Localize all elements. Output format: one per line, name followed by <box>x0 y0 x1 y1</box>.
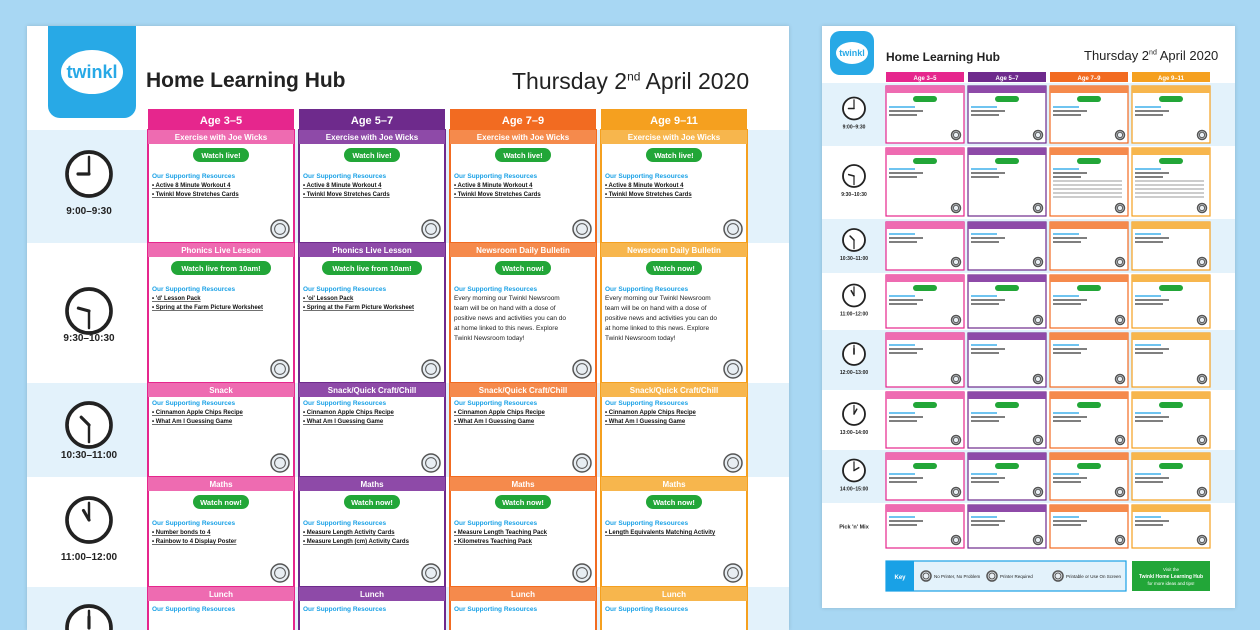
small-cell-header-bar <box>886 333 964 340</box>
small-cell-header-bar <box>1132 333 1210 340</box>
cell-header-label: Exercise with Joe Wicks <box>476 133 570 142</box>
small-cell-header-bar <box>1050 333 1128 340</box>
small-age-header-label: Age 3–5 <box>913 76 937 82</box>
resource-link[interactable]: • Active 8 Minute Workout 4 <box>152 183 231 189</box>
small-age-header-label: Age 7–9 <box>1077 76 1101 82</box>
resource-link[interactable]: • What Am I Guessing Game <box>152 419 233 425</box>
key-item-label: Printer Required <box>1000 574 1033 579</box>
cell-header-label: Lunch <box>360 590 384 599</box>
resource-link[interactable]: • Measure Length Activity Cards <box>303 530 395 536</box>
cell-header-label: Maths <box>511 480 535 489</box>
cell-header-label: Newsroom Daily Bulletin <box>627 246 721 255</box>
cell-header-label: Maths <box>662 480 686 489</box>
resources-heading: Our Supporting Resources <box>605 286 689 293</box>
resource-link[interactable]: • Cinnamon Apple Chips Recipe <box>605 410 696 416</box>
cell-header-label: Snack/Quick Craft/Chill <box>629 386 719 395</box>
cell-header-label: Phonics Live Lesson <box>181 246 261 255</box>
small-cell-header-bar <box>886 148 964 155</box>
logo-text: twinkl <box>61 50 123 94</box>
cell-header-label: Maths <box>360 480 384 489</box>
resource-link[interactable]: • What Am I Guessing Game <box>605 419 686 425</box>
printer-key-icon <box>422 564 440 582</box>
resource-link[interactable]: • Active 8 Minute Workout 4 <box>454 183 533 189</box>
small-cell-header-bar <box>886 222 964 229</box>
cell-header-label: Snack <box>209 386 233 395</box>
small-watch-button[interactable] <box>995 402 1019 408</box>
twinkl-logo-small <box>830 31 874 75</box>
resource-link[interactable]: • Active 8 Minute Workout 4 <box>303 183 382 189</box>
resources-heading: Our Supporting Resources <box>454 520 538 527</box>
watch-button-label[interactable]: Watch now! <box>653 498 695 507</box>
small-cell-header-bar <box>1132 453 1210 460</box>
printer-key-icon <box>573 564 591 582</box>
small-cell-header-bar <box>1132 148 1210 155</box>
resource-link[interactable]: • Spring at the Farm Picture Worksheet <box>303 305 415 311</box>
small-page-title: Home Learning Hub <box>886 50 1001 64</box>
small-cell-header-bar <box>968 453 1046 460</box>
resources-heading: Our Supporting Resources <box>454 400 538 407</box>
resources-heading: Our Supporting Resources <box>605 173 689 180</box>
small-cell-header-bar <box>968 333 1046 340</box>
resource-link[interactable]: • What Am I Guessing Game <box>303 419 384 425</box>
cell-header-label: Snack/Quick Craft/Chill <box>327 386 417 395</box>
small-cell-header-bar <box>1132 222 1210 229</box>
printer-key-icon <box>573 454 591 472</box>
small-cell-header-bar <box>1132 392 1210 399</box>
small-watch-button[interactable] <box>1077 158 1101 164</box>
printer-key-icon <box>271 454 289 472</box>
age-header-label: Age 7–9 <box>501 115 545 127</box>
small-time-label: Pick 'n' Mix <box>839 524 869 531</box>
age-header-label: Age 3–5 <box>199 115 243 127</box>
small-watch-button[interactable] <box>995 285 1019 291</box>
resources-heading: Our Supporting Resources <box>303 400 387 407</box>
cell-header-label: Newsroom Daily Bulletin <box>476 246 570 255</box>
resource-link[interactable]: • Measure Length Teaching Pack <box>454 530 548 536</box>
resources-heading: Our Supporting Resources <box>605 520 689 527</box>
printer-key-icon <box>422 220 440 238</box>
resources-heading: Our Supporting Resources <box>605 400 689 407</box>
watch-button-label[interactable]: Watch now! <box>653 264 695 273</box>
resources-heading: Our Supporting Resources <box>454 173 538 180</box>
small-time-label: 11:00–12:00 <box>839 311 869 318</box>
small-page-date: Thursday 2nd April 2020 <box>1084 48 1219 63</box>
resources-heading: Our Supporting Resources <box>303 606 387 613</box>
small-cell-header-bar <box>968 86 1046 93</box>
small-schedule-sheet <box>822 26 1235 608</box>
age-header-label: Age 9–11 <box>650 115 698 127</box>
resource-link[interactable]: • What Am I Guessing Game <box>454 419 535 425</box>
small-cell-header-bar <box>886 275 964 282</box>
resource-link[interactable]: • Length Equivalents Matching Activity <box>605 530 716 536</box>
small-age-header-label: Age 9–11 <box>1157 76 1185 82</box>
resources-heading: Our Supporting Resources <box>152 173 236 180</box>
resources-heading: Our Supporting Resources <box>152 286 236 293</box>
small-watch-button[interactable] <box>913 402 937 408</box>
resources-heading: Our Supporting Resources <box>303 286 387 293</box>
newsroom-text: Twinkl Newsroom today! <box>454 335 525 342</box>
resource-link[interactable]: • Cinnamon Apple Chips Recipe <box>152 410 243 416</box>
small-cell-header-bar <box>968 275 1046 282</box>
watch-button-label[interactable]: Watch now! <box>502 498 544 507</box>
watch-button-label[interactable]: Watch now! <box>351 498 393 507</box>
big-schedule-grid <box>27 26 789 630</box>
resource-link[interactable]: • Kilometres Teaching Pack <box>454 539 533 545</box>
resource-link[interactable]: • Active 8 Minute Workout 4 <box>605 183 684 189</box>
small-watch-button[interactable] <box>1077 285 1101 291</box>
newsroom-text: at home linked to this news. Explore <box>605 325 710 332</box>
small-cell-header-bar <box>1050 86 1128 93</box>
small-watch-button[interactable] <box>1159 96 1183 102</box>
resource-link[interactable]: • Twinkl Move Stretches Cards <box>303 192 390 198</box>
newsroom-text: team will be on hand with a dose of <box>454 305 556 312</box>
resources-heading: Our Supporting Resources <box>454 286 538 293</box>
small-cell-header-bar <box>968 392 1046 399</box>
small-schedule-grid <box>822 26 1235 608</box>
resource-link[interactable]: • Measure Length (cm) Activity Cards <box>303 539 409 545</box>
watch-button-label[interactable]: Watch live from 10am! <box>332 264 412 273</box>
resources-heading: Our Supporting Resources <box>303 173 387 180</box>
page-date: Thursday 2nd April 2020 <box>512 68 750 94</box>
small-watch-button[interactable] <box>913 158 937 164</box>
printer-key-icon <box>422 360 440 378</box>
small-watch-button[interactable] <box>913 463 937 469</box>
small-cell-header-bar <box>886 453 964 460</box>
printer-key-icon <box>271 564 289 582</box>
printer-key-icon <box>271 220 289 238</box>
resources-heading: Our Supporting Resources <box>454 606 538 613</box>
big-schedule-sheet <box>27 26 789 630</box>
printer-key-icon <box>724 454 742 472</box>
hub-footer-text: for more ideas and tips! <box>1147 581 1195 586</box>
cell-header-label: Phonics Live Lesson <box>332 246 412 255</box>
time-label: 9:00–9:30 <box>66 206 112 217</box>
small-watch-button[interactable] <box>913 285 937 291</box>
small-watch-button[interactable] <box>1159 285 1183 291</box>
resource-link[interactable]: • 'd' Lesson Pack <box>152 296 201 302</box>
small-watch-button[interactable] <box>913 96 937 102</box>
small-time-label: 14:00–15:00 <box>839 486 869 493</box>
resources-heading: Our Supporting Resources <box>303 520 387 527</box>
resource-link[interactable]: • Rainbow to 4 Display Poster <box>152 539 237 545</box>
key-item-label: No Printer, No Problem <box>934 574 981 579</box>
newsroom-text: Every morning our Twinkl Newsroom <box>605 295 711 302</box>
resources-heading: Our Supporting Resources <box>152 400 236 407</box>
resource-link[interactable]: • Twinkl Move Stretches Cards <box>152 192 239 198</box>
watch-button-label[interactable]: Watch live from 10am! <box>181 264 261 273</box>
printer-key-icon <box>573 220 591 238</box>
small-time-label: 13:00–14:00 <box>839 430 869 436</box>
key-item-label: Printable or Use On Screen <box>1066 574 1122 579</box>
printer-key-icon <box>724 220 742 238</box>
small-cell-header-bar <box>1050 275 1128 282</box>
cell-header-label: Lunch <box>511 590 535 599</box>
cell-header-label: Lunch <box>662 590 686 599</box>
cell-header-label: Lunch <box>209 590 233 599</box>
resources-heading: Our Supporting Resources <box>152 520 236 527</box>
age-header-label: Age 5–7 <box>350 115 394 127</box>
cell-header-label: Exercise with Joe Wicks <box>325 133 419 142</box>
twinkl-logo <box>48 26 136 118</box>
small-cell-header-bar <box>1132 275 1210 282</box>
watch-button-label[interactable]: Watch live! <box>352 151 392 160</box>
cell-header-label: Snack/Quick Craft/Chill <box>478 386 568 395</box>
resource-link[interactable]: • 'oi' Lesson Pack <box>303 296 354 302</box>
watch-button-label[interactable]: Watch live! <box>201 151 241 160</box>
small-watch-button[interactable] <box>995 96 1019 102</box>
cell-header-label: Maths <box>209 480 233 489</box>
cell-header-label: Exercise with Joe Wicks <box>174 133 268 142</box>
printer-key-icon <box>422 454 440 472</box>
newsroom-text: Twinkl Newsroom today! <box>605 335 676 342</box>
small-cell-header-bar <box>1050 392 1128 399</box>
small-watch-button[interactable] <box>1077 402 1101 408</box>
small-time-label: 9:00–9:30 <box>842 124 866 131</box>
newsroom-text: positive news and activities you can do <box>605 315 718 322</box>
watch-button-label[interactable]: Watch live! <box>503 151 543 160</box>
small-watch-button[interactable] <box>995 463 1019 469</box>
small-time-label: 9:30–10:30 <box>841 192 867 198</box>
resource-link[interactable]: • Cinnamon Apple Chips Recipe <box>454 410 545 416</box>
resource-link[interactable]: • Number bonds to 4 <box>152 530 211 536</box>
key-label: Key <box>894 575 906 581</box>
small-watch-button[interactable] <box>1159 402 1183 408</box>
resources-heading: Our Supporting Resources <box>152 606 236 613</box>
small-cell-header-bar <box>968 222 1046 229</box>
printer-key-icon <box>724 564 742 582</box>
small-watch-button[interactable] <box>1077 463 1101 469</box>
resource-link[interactable]: • Cinnamon Apple Chips Recipe <box>303 410 394 416</box>
small-cell-header-bar <box>968 505 1046 512</box>
small-cell-header-bar <box>1050 222 1128 229</box>
small-cell-header-bar <box>1050 148 1128 155</box>
small-cell-header-bar <box>886 392 964 399</box>
resource-link[interactable]: • Twinkl Move Stretches Cards <box>605 192 692 198</box>
small-watch-button[interactable] <box>1159 158 1183 164</box>
time-label: 10:30–11:00 <box>60 450 118 461</box>
printer-key-icon <box>271 360 289 378</box>
hub-footer-text: Visit the <box>1163 567 1179 572</box>
resources-heading: Our Supporting Resources <box>605 606 689 613</box>
newsroom-text: at home linked to this news. Explore <box>454 325 559 332</box>
newsroom-text: team will be on hand with a dose of <box>605 305 707 312</box>
small-cell-header-bar <box>1132 505 1210 512</box>
time-label: 9:30–10:30 <box>63 333 115 344</box>
small-cell-header-bar <box>1050 505 1128 512</box>
cell-header-label: Exercise with Joe Wicks <box>627 133 721 142</box>
logo-text-small: twinkl <box>836 42 868 64</box>
small-cell-header-bar <box>1050 453 1128 460</box>
watch-button-label[interactable]: Watch now! <box>200 498 242 507</box>
printer-key-icon <box>573 360 591 378</box>
resource-link[interactable]: • Spring at the Farm Picture Worksheet <box>152 305 264 311</box>
newsroom-text: positive news and activities you can do <box>454 315 567 322</box>
watch-button-label[interactable]: Watch live! <box>654 151 694 160</box>
small-age-header-label: Age 5–7 <box>995 76 1019 82</box>
small-cell-header-bar <box>968 148 1046 155</box>
small-watch-button[interactable] <box>1159 463 1183 469</box>
time-label: 11:00–12:00 <box>60 552 118 563</box>
resource-link[interactable]: • Twinkl Move Stretches Cards <box>454 192 541 198</box>
watch-button-label[interactable]: Watch now! <box>502 264 544 273</box>
page-title: Home Learning Hub <box>146 69 346 92</box>
newsroom-text: Every morning our Twinkl Newsroom <box>454 295 560 302</box>
small-cell-header-bar <box>886 505 964 512</box>
printer-key-icon <box>724 360 742 378</box>
small-time-label: 12:00–13:00 <box>839 370 869 376</box>
small-cell-header-bar <box>1132 86 1210 93</box>
small-watch-button[interactable] <box>995 158 1019 164</box>
hub-footer-text: Twinkl Home Learning Hub <box>1138 574 1204 580</box>
small-watch-button[interactable] <box>1077 96 1101 102</box>
small-time-label: 10:30–11:00 <box>839 256 869 262</box>
small-cell-header-bar <box>886 86 964 93</box>
